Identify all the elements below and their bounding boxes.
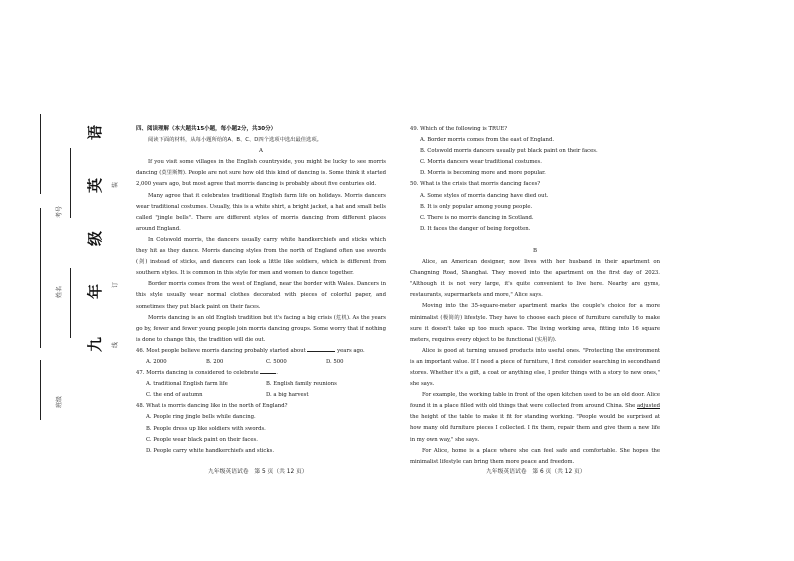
answer-blank [260, 368, 276, 374]
question-50: 50. What is the crisis that morris dancing faces? [410, 181, 541, 188]
option: A. Border morris comes from the east of England. [420, 137, 555, 144]
option: A. People ring jingle bells while dancing. [146, 414, 256, 421]
question-stem: years ago. [337, 347, 365, 354]
option: D. It faces the danger of being forgotten. [420, 225, 531, 232]
question-stem: 47. Morris dancing is considered to celebrate [136, 370, 259, 377]
option: D. 500 [326, 358, 344, 365]
class-label: 班级 [56, 395, 63, 408]
option: B. English family reunions [266, 381, 337, 388]
fold-mark: 装 [112, 181, 119, 188]
passage-paragraph: Border morris comes from the west of England, near the border with Wales. Dancers in this style usually wear normal clothes decorated with pieces of colorful paper, and sometimes they put black paint on their faces. [136, 281, 386, 310]
right-page-column [410, 124, 660, 468]
question-47: 47. Morris dancing is considered to celebrate . [136, 370, 278, 377]
paragraph-text: the height of the table to make it fit for standing working. "People would be surprised at how many old furniture pieces I collected. I fix them, repair them and give them a new life in my own way," she says. [410, 414, 660, 443]
option-row [136, 379, 386, 390]
binding-line [40, 114, 41, 194]
option: C. 5000 [266, 358, 287, 365]
binding-margin [18, 108, 126, 428]
option: D. a big harvest [266, 392, 309, 399]
option: C. People wear black paint on their faces. [146, 436, 258, 443]
page-footer: 九年级英语试卷 第 6 页（共 12 页） [486, 469, 586, 475]
question-46 [136, 346, 386, 357]
option: D. Morris is becoming more and more popular. [420, 170, 546, 177]
name-label: 姓名 [56, 285, 63, 298]
section-instruction: 阅读下面的材料，从每小题所给的A、B、C、D四个选项中选出最佳选项。 [148, 137, 322, 144]
question-stem: 46. Most people believe morris dancing probably started about [136, 347, 306, 354]
passage-label: A [259, 148, 263, 155]
option-row [136, 390, 386, 401]
option: B. It is only popular among young people. [420, 203, 533, 210]
passage-paragraph: For Alice, home is a place where she can feel safe and comfortable. She hopes the minimalist lifestyle can bring them more peace and freedom. [410, 447, 660, 465]
passage-paragraph [410, 390, 660, 445]
binding-line [70, 148, 71, 218]
option: A. traditional English farm life [146, 381, 228, 388]
option: B. Cotswold morris dancers usually put black paint on their faces. [420, 148, 598, 155]
grade-char: 九 [86, 332, 104, 352]
option: A. Some styles of morris dancing have died out. [420, 192, 549, 199]
spacer [410, 235, 660, 246]
passage-paragraph: In Cotswold morris, the dancers usually carry white handkerchiefs and sticks which they hit as they dance. Morris dancing styles from the north of England often use swords (剑) instead of sticks, and dancers can look a little like soldiers, which is different from southern styles. It is common in this style for men and women to dance together. [136, 236, 386, 277]
option: D. People carry white handkerchiefs and sticks. [146, 447, 275, 454]
grade-char: 级 [86, 226, 104, 246]
passage-label: B [532, 247, 538, 254]
grade-char: 语 [86, 120, 104, 140]
passage-paragraph: Morris dancing is an old English tradition but it's facing a big crisis (危机). As the years go by, fewer and fewer young people join morris dancing groups. Some worry that if nothing is done to change this, the tradition will die out. [136, 314, 386, 343]
option: C. Morris dancers wear traditional costumes. [420, 159, 542, 166]
grade-char: 英 [86, 173, 104, 193]
number-label: 考号 [56, 205, 63, 218]
page-footer: 九年级英语试卷 第 5 页（共 12 页） [208, 469, 308, 475]
passage-paragraph: Alice is good at turning unused products into useful ones. "Protecting the environment is an important value. If I need a piece of furniture, I first consider searching in secondhand stores. Whether it's a gift, a coat or anything else, I prefer things with a story to new ones," she says. [410, 347, 660, 388]
section-heading: 四、阅读理解（本大题共15小题，每小题2分，共30分） [136, 126, 277, 132]
binding-line [40, 360, 41, 420]
fold-mark: 线 [112, 341, 119, 348]
answer-blank [307, 346, 335, 352]
left-page-column [136, 124, 386, 457]
binding-line [70, 268, 71, 338]
fold-mark: 订 [112, 281, 119, 288]
paragraph-text: For example, the working table in front of the open kitchen used to be an old door. Alice found it in a place filled with old things that were collected from around China. She [410, 392, 660, 410]
passage-paragraph: Many agree that it celebrates traditional English farm life on holidays. Morris dancers wear traditional costumes. Usually, this is a white shirt, a bright jacket, a hat and small bells called "jingle bells". There are different styles of morris dancing from different places around England. [136, 192, 386, 232]
option: C. the end of autumn [146, 392, 203, 399]
passage-paragraph: If you visit some villages in the English countryside, you might be lucky to see morris dancing (莫里斯舞). People are not sure how old this kind of dancing is. Some think it started 2,000 years ago, but most agree that morris dancing is probably about five centuries old. [136, 159, 386, 188]
vertical-grade-title [84, 87, 105, 352]
option: B. 200 [206, 358, 224, 365]
option: B. People dress up like soldiers with swords. [146, 425, 266, 432]
option: A. 2000 [146, 358, 167, 365]
question-49: 49. Which of the following is TRUE? [410, 126, 508, 132]
question-48: 48. What is morris dancing like in the north of England? [136, 403, 288, 410]
binding-line [40, 208, 41, 348]
passage-paragraph: Moving into the 35-square-meter apartment marks the couple's choice for a more minimalist (极简的) lifestyle. They have to choose each piece of furniture carefully to make sure it doesn't take up too much space. The living working area, fitting into 16 square meters, requires every object to be functional (实用的). [410, 303, 660, 343]
option: C. There is no morris dancing in Scotland. [420, 214, 534, 221]
grade-char: 年 [86, 279, 104, 299]
option-row [136, 357, 386, 368]
underlined-word: adjusted [637, 403, 660, 410]
passage-paragraph: Alice, an American designer, now lives with her husband in their apartment on Changning Road, Shanghai. They moved into the apartment on the first day of 2023. "Although it is not very large, it's quite convenient to live here. Nearby are gyms, restaurants, supermarkets and more," Alice says. [410, 259, 660, 299]
